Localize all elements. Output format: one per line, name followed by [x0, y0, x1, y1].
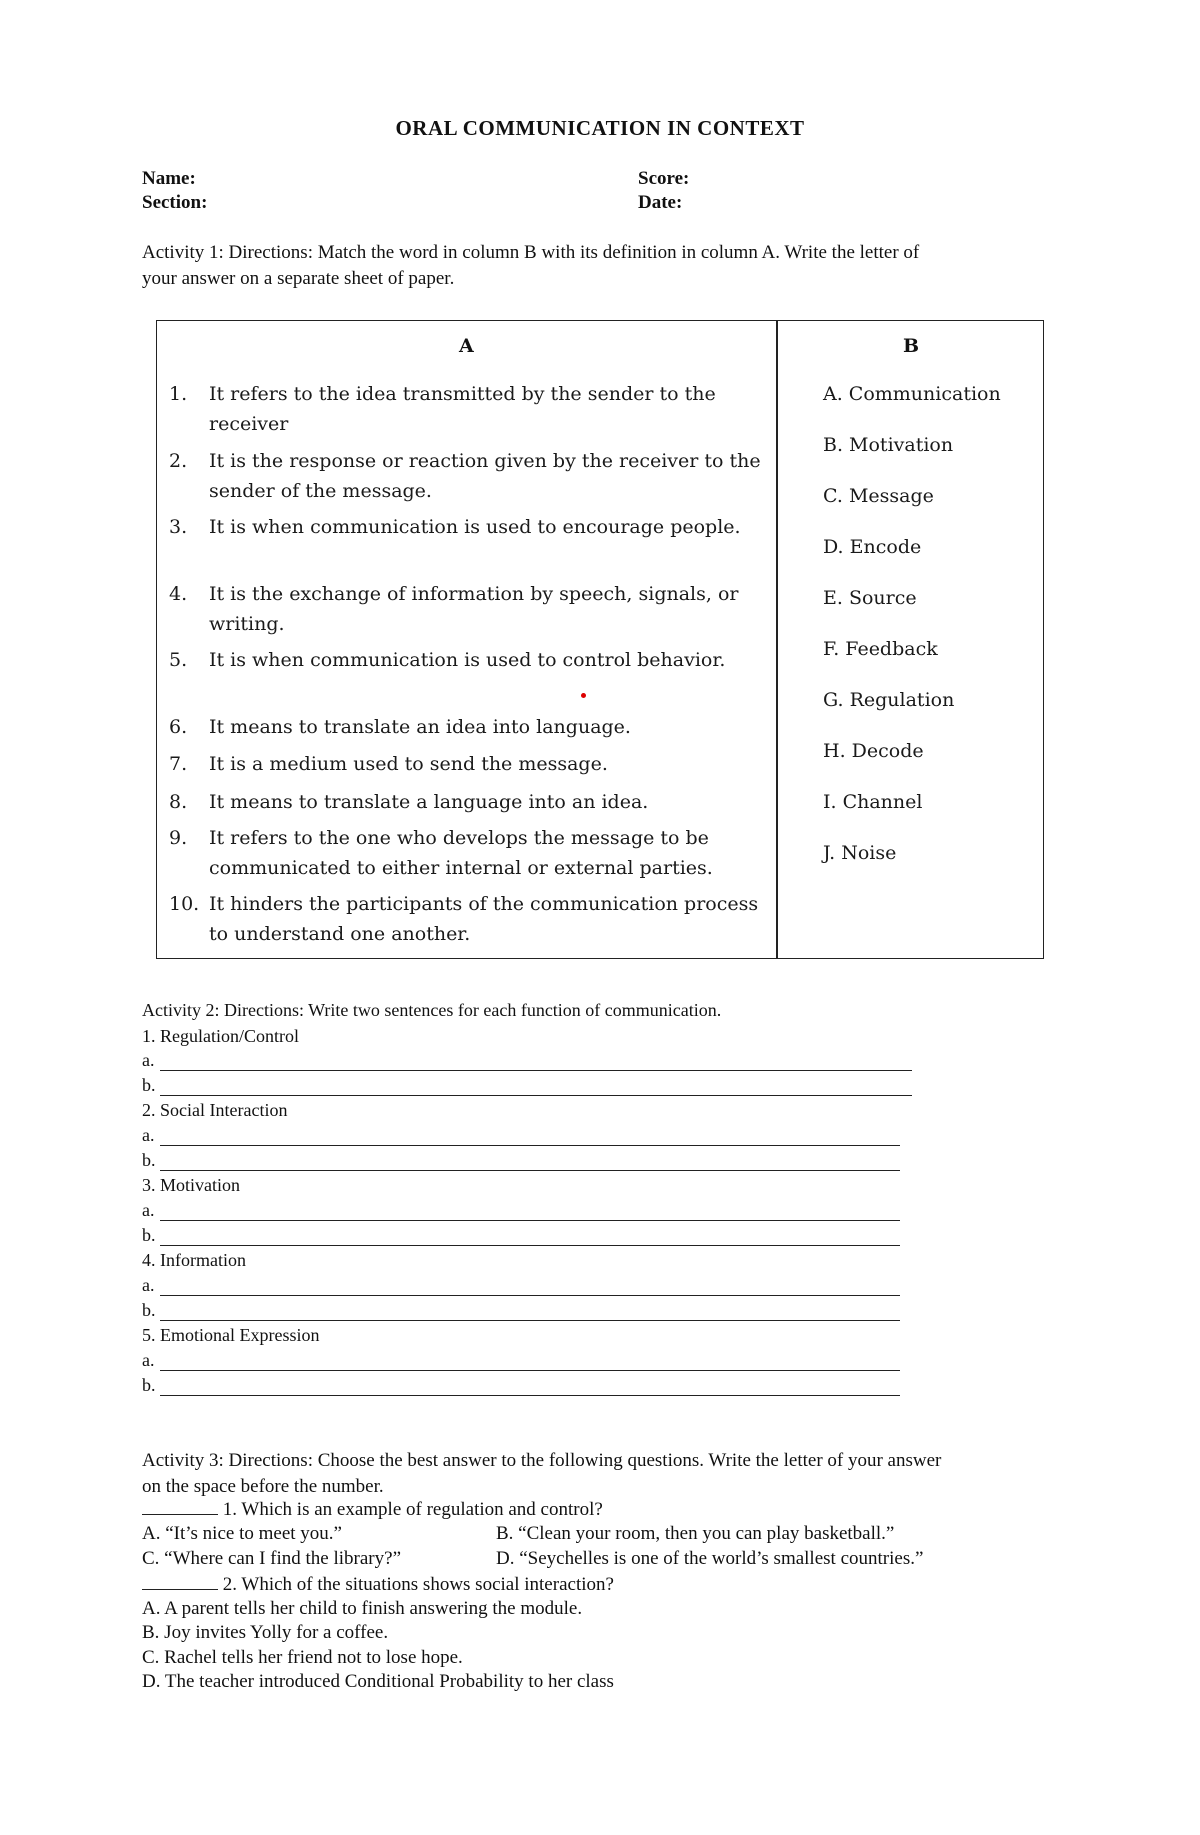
- answer-line[interactable]: [160, 1170, 900, 1171]
- blank-label: a.: [142, 1125, 155, 1145]
- date-label: Date:: [638, 192, 683, 213]
- definition-number: 2.: [169, 450, 188, 472]
- activity3-directions-line1: Activity 3: Directions: Choose the best answer to the following questions. Write the letter of your answer: [142, 1450, 942, 1471]
- blank-label: b.: [142, 1225, 156, 1245]
- blank-label: b.: [142, 1375, 156, 1395]
- activity1-directions-line1: Activity 1: Directions: Match the word in column B with its definition in column A. Write the letter of: [142, 242, 920, 263]
- definition-number: 8.: [169, 791, 188, 813]
- definition-number: 3.: [169, 516, 188, 538]
- definition-item-1: [169, 379, 769, 439]
- definition-item-9: [169, 823, 769, 883]
- definition-number: 10.: [169, 893, 200, 915]
- answer-option-g: G. Regulation: [823, 689, 955, 711]
- question-1: [142, 1498, 603, 1521]
- blank-label: a.: [142, 1050, 155, 1070]
- column-a-header: A: [459, 335, 474, 357]
- definition-number: 1.: [169, 383, 188, 405]
- definition-item-5: [169, 645, 769, 675]
- column-b-header: B: [903, 335, 920, 357]
- activity2-directions: Activity 2: Directions: Write two sentences for each function of communication.: [142, 1000, 722, 1020]
- definition-text: It means to translate a language into an idea.: [209, 791, 649, 813]
- definition-number: 9.: [169, 827, 188, 849]
- answer-option-h: H. Decode: [823, 740, 924, 762]
- answer-option-c: C. Message: [823, 485, 934, 507]
- q2-option-a: A. A parent tells her child to finish answering the module.: [142, 1598, 583, 1619]
- q1-option-a: A. “It’s nice to meet you.”: [142, 1523, 342, 1544]
- function-heading-2: 2. Social Interaction: [142, 1100, 288, 1120]
- definition-number: 4.: [169, 583, 188, 605]
- definition-text: It refers to the one who develops the message to be communicated to either internal or external parties.: [209, 827, 713, 879]
- answer-blank-q2[interactable]: [142, 1573, 218, 1590]
- column-divider: [776, 321, 778, 958]
- blank-label: a.: [142, 1350, 155, 1370]
- q1-option-b: B. “Clean your room, then you can play basketball.”: [496, 1523, 895, 1544]
- definition-text: It is the response or reaction given by the receiver to the sender of the message.: [209, 450, 761, 502]
- definition-text: It is the exchange of information by speech, signals, or writing.: [209, 583, 739, 635]
- blank-label: b.: [142, 1075, 156, 1095]
- answer-option-j: J. Noise: [823, 842, 897, 864]
- definition-item-2: [169, 446, 769, 506]
- activity3-directions: [142, 1448, 1062, 1500]
- function-heading-5: 5. Emotional Expression: [142, 1325, 320, 1345]
- function-heading-4: 4. Information: [142, 1250, 246, 1270]
- definition-text: It means to translate an idea into language.: [209, 716, 631, 738]
- answer-line[interactable]: [160, 1095, 912, 1096]
- answer-line[interactable]: [160, 1370, 900, 1371]
- definition-item-10: [169, 889, 769, 949]
- answer-option-e: E. Source: [823, 587, 917, 609]
- definition-item-4: [169, 579, 769, 639]
- q2-option-b: B. Joy invites Yolly for a coffee.: [142, 1622, 389, 1643]
- question-1-text: 1. Which is an example of regulation and control?: [218, 1499, 603, 1520]
- answer-option-f: F. Feedback: [823, 638, 938, 660]
- definition-item-6: [169, 712, 769, 742]
- definition-number: 6.: [169, 716, 188, 738]
- q2-option-d: D. The teacher introduced Conditional Probability to her class: [142, 1671, 614, 1692]
- question-2: [142, 1573, 614, 1596]
- answer-option-i: I. Channel: [823, 791, 923, 813]
- definition-text: It is when communication is used to encourage people.: [209, 516, 741, 538]
- answer-line[interactable]: [160, 1220, 900, 1221]
- name-label: Name:: [142, 168, 196, 189]
- matching-table: [156, 320, 1044, 959]
- function-heading-3: 3. Motivation: [142, 1175, 240, 1195]
- red-dot-mark: [581, 693, 586, 698]
- activity3-directions-line2: on the space before the number.: [142, 1476, 384, 1497]
- q1-option-c: C. “Where can I find the library?”: [142, 1548, 402, 1569]
- answer-option-d: D. Encode: [823, 536, 922, 558]
- answer-line[interactable]: [160, 1395, 900, 1396]
- definition-item-7: [169, 749, 769, 779]
- q2-option-c: C. Rachel tells her friend not to lose hope.: [142, 1647, 463, 1668]
- score-label: Score:: [638, 168, 690, 189]
- definition-text: It is when communication is used to control behavior.: [209, 649, 726, 671]
- blank-label: a.: [142, 1275, 155, 1295]
- definition-item-3: [169, 512, 769, 542]
- blank-label: a.: [142, 1200, 155, 1220]
- definition-item-8: [169, 787, 769, 817]
- answer-blank-q1[interactable]: [142, 1498, 218, 1515]
- q1-option-d: D. “Seychelles is one of the world’s smallest countries.”: [496, 1548, 924, 1569]
- answer-line[interactable]: [160, 1070, 912, 1071]
- answer-option-a: A. Communication: [823, 383, 1001, 405]
- answer-option-b: B. Motivation: [823, 434, 954, 456]
- page-title: ORAL COMMUNICATION IN CONTEXT: [395, 116, 805, 140]
- definition-text: It is a medium used to send the message.: [209, 753, 608, 775]
- definition-number: 5.: [169, 649, 188, 671]
- question-2-text: 2. Which of the situations shows social interaction?: [218, 1574, 614, 1595]
- function-heading-1: 1. Regulation/Control: [142, 1026, 299, 1046]
- section-label: Section:: [142, 192, 208, 213]
- answer-line[interactable]: [160, 1320, 900, 1321]
- answer-line[interactable]: [160, 1295, 900, 1296]
- blank-label: b.: [142, 1300, 156, 1320]
- answer-line[interactable]: [160, 1145, 900, 1146]
- definition-number: 7.: [169, 753, 188, 775]
- activity1-directions: [142, 240, 1062, 292]
- blank-label: b.: [142, 1150, 156, 1170]
- definition-text: It refers to the idea transmitted by the sender to the receiver: [209, 383, 716, 435]
- definition-text: It hinders the participants of the communication process to understand one another.: [209, 893, 759, 945]
- activity1-directions-line2: your answer on a separate sheet of paper.: [142, 268, 455, 289]
- answer-line[interactable]: [160, 1245, 900, 1246]
